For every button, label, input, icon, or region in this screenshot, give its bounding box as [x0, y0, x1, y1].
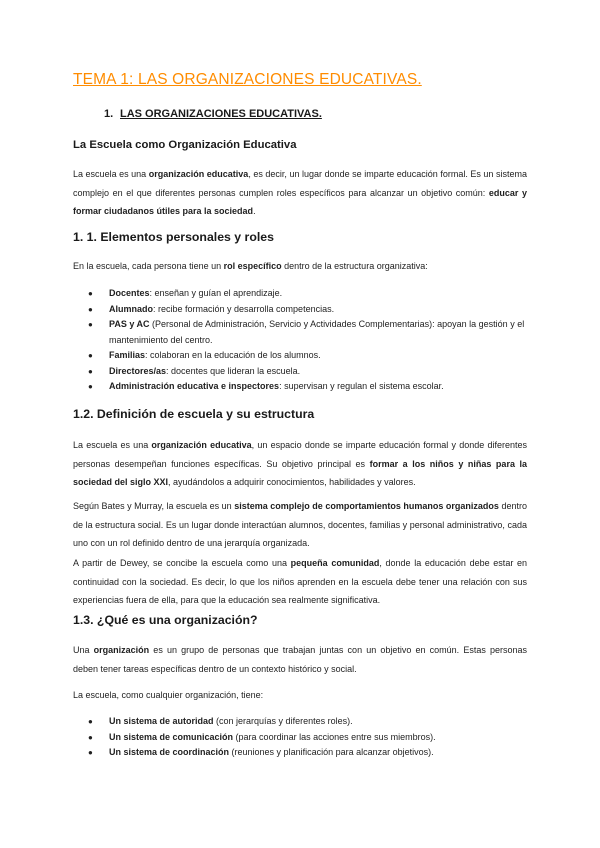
paragraph-roles-intro: En la escuela, cada persona tiene un rol específico dentro de la estructura organizativa: [73, 261, 428, 271]
bold-term: sistema complejo de comportamientos humanos organizados [234, 501, 499, 511]
bold-term: organización educativa [148, 169, 249, 179]
section-heading-1 [104, 108, 322, 120]
bullet-icon: ● [88, 382, 93, 391]
list-item: ● PAS y AC (Personal de Administración, Servicio y Actividades Complementarias): apoyan la gestión y el mantenimiento del centro. [88, 319, 525, 345]
bullet-icon: ● [88, 289, 93, 298]
bold-term: educar y formar ciudadanos útiles para la sociedad [73, 187, 527, 216]
organization-systems-list [88, 714, 528, 761]
roles-list [88, 286, 528, 395]
bullet-icon: ● [88, 732, 93, 742]
document-title: TEMA 1: LAS ORGANIZACIONES EDUCATIVAS. [73, 71, 422, 88]
bullet-icon: ● [88, 717, 93, 726]
bullet-icon: ● [88, 366, 93, 376]
bold-term: formar a los niños y niñas para la sociedad del siglo XXI [73, 458, 528, 487]
bold-term: organización [93, 645, 150, 655]
paragraph-bates-murray: Según Bates y Murray, la escuela es un sistema complejo de comportamientos humanos organizados dentro de la estructura social. Es un lugar donde interactúan alumnos, docentes, familias y personal administrativo, cada uno con un rol definido dentro de una jerarquía organizada. [73, 501, 527, 548]
list-item: ● Alumnado: recibe formación y desarrolla competencias. [88, 302, 528, 318]
list-item: ● Familias: colaboran en la educación de los alumnos. [88, 348, 528, 364]
bold-term: rol específico [223, 261, 282, 271]
bold-term: pequeña comunidad [290, 558, 380, 568]
paragraph-escuela: La escuela es una organización educativa, es decir, un lugar donde se imparte educación formal. Es un sistema complejo en el que diferentes personas cumplen roles específicos para alcanzar un objetivo común: educar y formar ciudadanos útiles para la sociedad. [73, 169, 527, 216]
bullet-icon: ● [88, 351, 93, 360]
list-item: ● Directores/as: docentes que lideran la escuela. [88, 364, 528, 380]
subheading-escuela: La Escuela como Organización Educativa [73, 139, 297, 151]
list-item: ● Un sistema de autoridad (con jerarquías y diferentes roles). [88, 714, 528, 730]
list-item: ● Un sistema de coordinación (reuniones y planificación para alcanzar objetivos). [88, 745, 528, 761]
paragraph-organizacion: Una organización es un grupo de personas que trabajan juntas con un objetivo en común. Estas personas deben tener tareas específicas dentro de un contexto histórico y social. [73, 645, 527, 674]
list-item: ● Administración educativa e inspectores: supervisan y regulan el sistema escolar. [88, 379, 528, 395]
paragraph-dewey: A partir de Dewey, se concibe la escuela como una pequeña comunidad, donde la educación debe estar en continuidad con la sociedad. Es decir, lo que los niños aprenden en la escuela debe tener una relación con sus experiencias fuera de ella, para que la educación sea realmente significativa. [73, 558, 527, 605]
paragraph-definicion: La escuela es una organización educativa, un espacio donde se imparte educación formal y donde diferentes personas desempeñan funciones específicas. Su objetivo principal es formar a los niños y niñas para la sociedad del siglo XXI, ayudándolos a adquirir conocimientos, habilidades y valores. [73, 440, 528, 487]
bold-term: organización educativa [151, 440, 252, 450]
bullet-icon: ● [88, 304, 93, 314]
heading-1-3: 1.3. ¿Qué es una organización? [73, 613, 258, 627]
paragraph-escuela-tiene: La escuela, como cualquier organización, tiene: [73, 690, 264, 700]
section-number: 1. [104, 108, 114, 120]
list-item: ● Docentes: enseñan y guían el aprendizaje. [88, 286, 528, 302]
heading-1-1: 1. 1. Elementos personales y roles [73, 230, 274, 244]
section-title: LAS ORGANIZACIONES EDUCATIVAS. [120, 108, 322, 120]
list-item: ● Un sistema de comunicación (para coordinar las acciones entre sus miembros). [88, 730, 528, 746]
bullet-icon: ● [88, 320, 93, 329]
heading-1-2: 1.2. Definición de escuela y su estructura [73, 407, 315, 421]
bullet-icon: ● [88, 748, 93, 757]
